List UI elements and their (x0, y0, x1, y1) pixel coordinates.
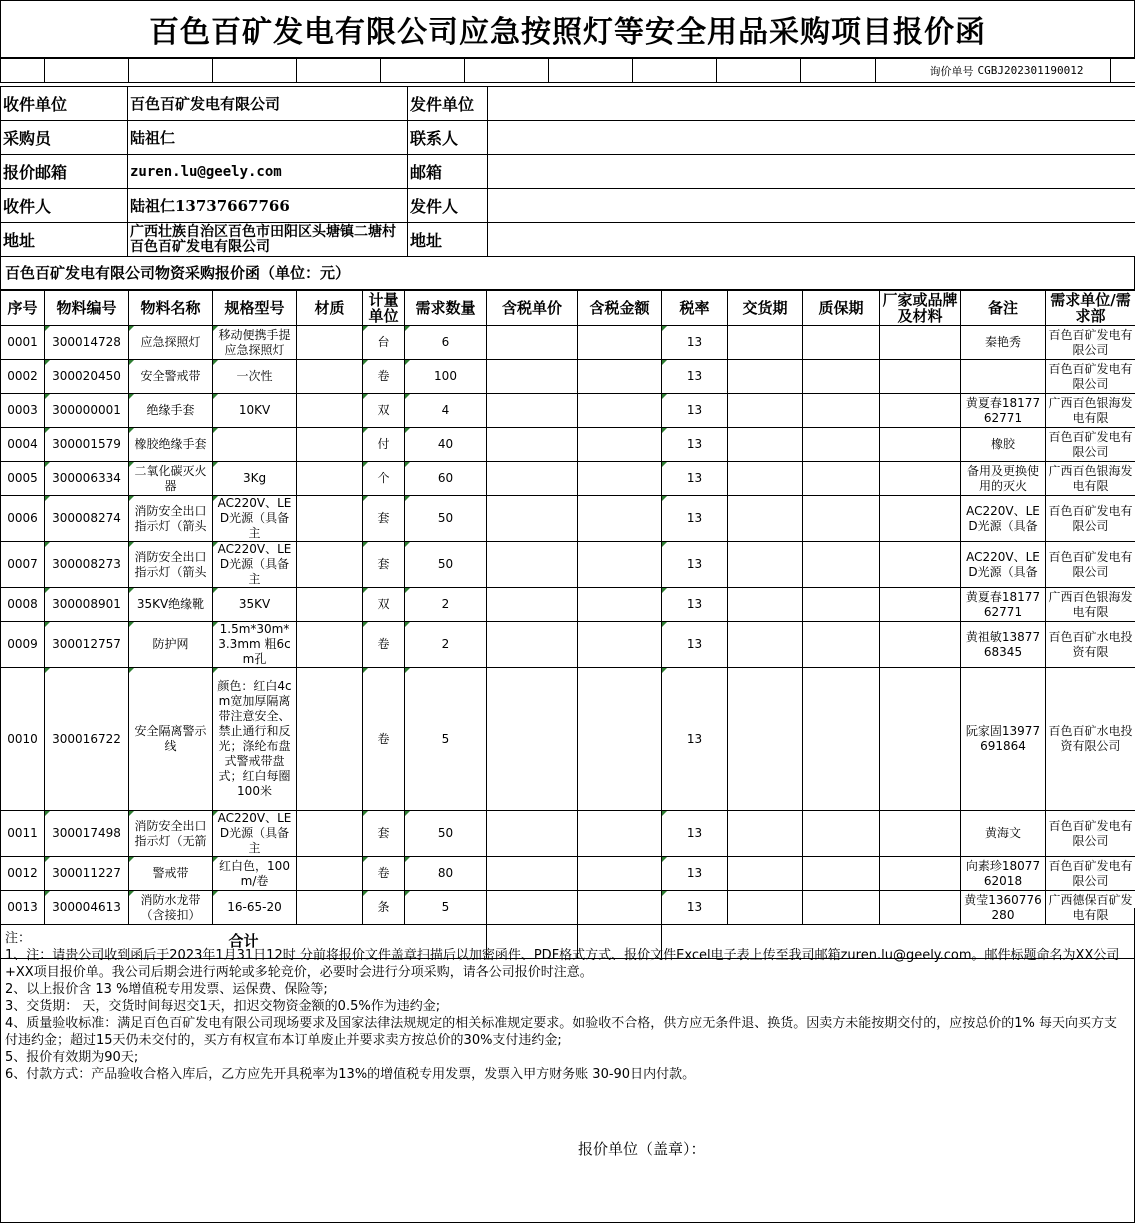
cell-empty[interactable] (728, 857, 803, 891)
cell-empty[interactable] (880, 668, 961, 811)
info-value-2 (488, 155, 1135, 189)
cell-code: 300014728 (45, 326, 129, 360)
cell-no: 0003 (1, 394, 45, 428)
cell-empty[interactable] (297, 394, 363, 428)
cell-empty[interactable] (880, 326, 961, 360)
cell-dept: 百色百矿发电有限公司 (1046, 428, 1135, 462)
cell-empty[interactable] (880, 394, 961, 428)
cell-spec: 10KV (213, 394, 297, 428)
cell-no: 0004 (1, 428, 45, 462)
cell-tax: 13 (662, 622, 728, 668)
cell-note: 备用及更换使用的灭火 (961, 462, 1046, 496)
cell-empty[interactable] (803, 622, 880, 668)
cell-qty: 5 (405, 891, 487, 925)
cell-empty[interactable] (728, 462, 803, 496)
column-header: 物料名称 (129, 291, 213, 326)
cell-empty[interactable] (728, 394, 803, 428)
cell-empty[interactable] (487, 462, 578, 496)
cell-qty: 60 (405, 462, 487, 496)
cell-empty[interactable] (803, 496, 880, 542)
cell-empty[interactable] (487, 542, 578, 588)
info-key-2: 邮箱 (408, 155, 488, 189)
cell-empty[interactable] (578, 857, 662, 891)
cell-no: 0010 (1, 668, 45, 811)
cell-empty[interactable] (728, 326, 803, 360)
cell-empty[interactable] (880, 588, 961, 622)
column-header: 规格型号 (213, 291, 297, 326)
table-row (1, 857, 1135, 891)
cell-spec: 移动便携手提应急探照灯 (213, 326, 297, 360)
cell-empty[interactable] (297, 622, 363, 668)
note-line: 5、报价有效期为90天; (5, 1050, 139, 1065)
table-row (1, 428, 1135, 462)
cell-empty[interactable] (487, 360, 578, 394)
cell-empty[interactable] (880, 811, 961, 857)
cell-dept: 广西德保百矿发电有限 (1046, 891, 1135, 925)
cell-unit: 个 (363, 462, 405, 496)
cell-code: 300004613 (45, 891, 129, 925)
cell-dept: 广西百色银海发电有限 (1046, 394, 1135, 428)
cell-unit: 卷 (363, 360, 405, 394)
info-key: 收件单位 (1, 87, 128, 121)
cell-empty[interactable] (578, 542, 662, 588)
info-key: 收件人 (1, 189, 128, 223)
column-header: 税率 (662, 291, 728, 326)
cell-empty[interactable] (803, 542, 880, 588)
cell-empty[interactable] (297, 542, 363, 588)
cell-empty[interactable] (487, 428, 578, 462)
cell-tax: 13 (662, 857, 728, 891)
cell-empty[interactable] (487, 622, 578, 668)
cell-empty[interactable] (578, 496, 662, 542)
info-key-2: 发件人 (408, 189, 488, 223)
cell-empty[interactable] (297, 668, 363, 811)
cell-tax: 13 (662, 360, 728, 394)
cell-qty: 2 (405, 622, 487, 668)
cell-unit: 付 (363, 428, 405, 462)
table-row (1, 462, 1135, 496)
cell-tax: 13 (662, 428, 728, 462)
cell-code: 300008273 (45, 542, 129, 588)
cell-empty[interactable] (728, 668, 803, 811)
cell-empty[interactable] (578, 428, 662, 462)
cell-qty: 80 (405, 857, 487, 891)
info-value: 陆祖仁 (128, 121, 408, 155)
cell-note: 黄夏春1817762771 (961, 394, 1046, 428)
cell-empty[interactable] (578, 360, 662, 394)
cell-empty[interactable] (728, 622, 803, 668)
cell-empty[interactable] (803, 668, 880, 811)
cell-qty: 5 (405, 668, 487, 811)
table-row (1, 326, 1135, 360)
cell-empty[interactable] (487, 394, 578, 428)
cell-empty[interactable] (728, 542, 803, 588)
info-value-2 (488, 223, 1135, 257)
info-value-2 (488, 189, 1135, 223)
note-line: 4、质量验收标准：满足百色百矿发电有限公司现场要求及国家法律法规规定的相关标准规定要求。如验收不合格，供方应无条件退、换货。因卖方未能按期交付的，应按总价的1% 每天向买方支付违约金；超过15天仍未交付的，买方有权宣布本订单废止并要求卖方按总价的30%支付违约金; (5, 1016, 1118, 1048)
cell-no: 0009 (1, 622, 45, 668)
cell-code: 300011227 (45, 857, 129, 891)
info-value: 百色百矿发电有限公司 (128, 87, 408, 121)
cell-name: 消防安全出口指示灯（无箭 (129, 811, 213, 857)
cell-empty[interactable] (803, 588, 880, 622)
notes (0, 908, 1135, 1223)
cell-no: 0013 (1, 891, 45, 925)
cell-code: 300012757 (45, 622, 129, 668)
cell-note: 阮家固13977691864 (961, 668, 1046, 811)
cell-code: 300000001 (45, 394, 129, 428)
cell-no: 0002 (1, 360, 45, 394)
items-header (1, 291, 1135, 326)
cell-unit: 双 (363, 394, 405, 428)
inquiry-number: CGBJ202301190012 (976, 59, 1111, 83)
cell-spec (213, 428, 297, 462)
cell-empty[interactable] (297, 360, 363, 394)
cell-name: 二氧化碳灭火器 (129, 462, 213, 496)
cell-empty[interactable] (487, 857, 578, 891)
info-value: zuren.lu@geely.com (128, 155, 408, 189)
cell-tax: 13 (662, 326, 728, 360)
cell-empty[interactable] (578, 622, 662, 668)
table-row (1, 360, 1135, 394)
cell-note: 黄祖敏1387768345 (961, 622, 1046, 668)
column-header: 需求单位/需求部 (1046, 291, 1135, 326)
page-title: 百色百矿发电有限公司应急按照灯等安全用品采购项目报价函 (0, 0, 1135, 58)
cell-dept: 广西百色银海发电有限 (1046, 588, 1135, 622)
cell-no: 0005 (1, 462, 45, 496)
column-header: 物料编号 (45, 291, 129, 326)
cell-note: 黄海文 (961, 811, 1046, 857)
cell-unit: 条 (363, 891, 405, 925)
cell-empty[interactable] (880, 857, 961, 891)
column-header: 需求数量 (405, 291, 487, 326)
cell-empty[interactable] (803, 360, 880, 394)
cell-no: 0006 (1, 496, 45, 542)
cell-no: 0011 (1, 811, 45, 857)
cell-tax: 13 (662, 891, 728, 925)
cell-tax: 13 (662, 811, 728, 857)
cell-empty[interactable] (578, 326, 662, 360)
cell-empty[interactable] (880, 496, 961, 542)
column-header: 交货期 (728, 291, 803, 326)
sign-label: 报价单位（盖章）： (578, 1140, 706, 1158)
info-key: 地址 (1, 223, 128, 257)
cell-empty[interactable] (880, 622, 961, 668)
cell-dept: 百色百矿发电有限公司 (1046, 360, 1135, 394)
cell-name: 警戒带 (129, 857, 213, 891)
cell-name: 防护网 (129, 622, 213, 668)
cell-qty: 100 (405, 360, 487, 394)
cell-empty[interactable] (728, 811, 803, 857)
cell-empty[interactable] (880, 542, 961, 588)
cell-empty[interactable] (803, 462, 880, 496)
cell-code: 300020450 (45, 360, 129, 394)
table-row (1, 496, 1135, 542)
cell-dept: 百色百矿水电投资有限公司 (1046, 668, 1135, 811)
cell-empty[interactable] (487, 811, 578, 857)
cell-code: 300001579 (45, 428, 129, 462)
cell-code: 300008901 (45, 588, 129, 622)
column-header: 计量单位 (363, 291, 405, 326)
table-row (1, 542, 1135, 588)
cell-name: 绝缘手套 (129, 394, 213, 428)
cell-note: 向素珍1807762018 (961, 857, 1046, 891)
cell-name: 应急探照灯 (129, 326, 213, 360)
items-table (0, 290, 1135, 959)
cell-empty[interactable] (297, 811, 363, 857)
cell-empty[interactable] (803, 428, 880, 462)
cell-spec: 红白色，100m/卷 (213, 857, 297, 891)
cell-empty[interactable] (297, 588, 363, 622)
cell-name: 消防安全出口指示灯（箭头 (129, 542, 213, 588)
cell-empty[interactable] (578, 394, 662, 428)
cell-empty[interactable] (487, 588, 578, 622)
cell-spec: 一次性 (213, 360, 297, 394)
cell-dept: 百色百矿发电有限公司 (1046, 326, 1135, 360)
cell-empty[interactable] (578, 462, 662, 496)
cell-spec: 16-65-20 (213, 891, 297, 925)
column-header: 序号 (1, 291, 45, 326)
cell-note: 秦艳秀 (961, 326, 1046, 360)
total-label: 合计 (1, 925, 487, 959)
column-header: 材质 (297, 291, 363, 326)
cell-tax: 13 (662, 668, 728, 811)
cell-code: 300017498 (45, 811, 129, 857)
cell-spec: AC220V、LED光源（具备主 (213, 542, 297, 588)
note-line: 3、交货期： 天，交货时间每迟交1天，扣迟交物资金额的0.5%作为违约金; (5, 999, 441, 1014)
cell-note: 黄夏春1817762771 (961, 588, 1046, 622)
cell-name: 消防水龙带（含接扣） (129, 891, 213, 925)
cell-spec: 3Kg (213, 462, 297, 496)
column-header: 备注 (961, 291, 1046, 326)
cell-empty[interactable] (728, 496, 803, 542)
cell-no: 0001 (1, 326, 45, 360)
cell-unit: 套 (363, 542, 405, 588)
cell-dept: 百色百矿发电有限公司 (1046, 496, 1135, 542)
cell-empty[interactable] (803, 394, 880, 428)
cell-empty[interactable] (578, 668, 662, 811)
cell-code: 300006334 (45, 462, 129, 496)
cell-empty[interactable] (297, 857, 363, 891)
info-value: 陆祖仁13737667766 (128, 189, 408, 223)
cell-dept: 百色百矿发电有限公司 (1046, 811, 1135, 857)
info-row (1, 121, 1135, 155)
info-key-2: 联系人 (408, 121, 488, 155)
info-row (1, 87, 1135, 121)
cell-qty: 6 (405, 326, 487, 360)
cell-code: 300016722 (45, 668, 129, 811)
table-row (1, 622, 1135, 668)
cell-note: 黄莹1360776280 (961, 891, 1046, 925)
cell-dept: 广西百色银海发电有限 (1046, 462, 1135, 496)
info-key-2: 发件单位 (408, 87, 488, 121)
inquiry-label: 询价单号 (876, 59, 976, 83)
cell-note: 橡胶 (961, 428, 1046, 462)
cell-name: 安全隔离警示线 (129, 668, 213, 811)
cell-empty[interactable] (880, 428, 961, 462)
cell-empty[interactable] (880, 462, 961, 496)
cell-unit: 套 (363, 496, 405, 542)
cell-tax: 13 (662, 462, 728, 496)
cell-qty: 50 (405, 811, 487, 857)
section-title: 百色百矿发电有限公司物资采购报价函（单位：元） (0, 256, 1135, 290)
info-row (1, 223, 1135, 257)
cell-qty: 4 (405, 394, 487, 428)
cell-unit: 卷 (363, 857, 405, 891)
info-key: 采购员 (1, 121, 128, 155)
info-value-2 (488, 87, 1135, 121)
cell-name: 安全警戒带 (129, 360, 213, 394)
table-row (1, 394, 1135, 428)
cell-note: AC220V、LED光源（具备 (961, 496, 1046, 542)
info-value-2 (488, 121, 1135, 155)
column-header: 厂家或品牌及材料 (880, 291, 961, 326)
cell-empty[interactable] (728, 588, 803, 622)
cell-unit: 卷 (363, 622, 405, 668)
cell-qty: 50 (405, 542, 487, 588)
cell-unit: 套 (363, 811, 405, 857)
column-header: 含税单价 (487, 291, 578, 326)
cell-empty[interactable] (803, 326, 880, 360)
cell-empty[interactable] (297, 326, 363, 360)
cell-code: 300008274 (45, 496, 129, 542)
cell-name: 35KV绝缘靴 (129, 588, 213, 622)
info-table (0, 86, 1135, 257)
cell-empty[interactable] (487, 496, 578, 542)
cell-tax: 13 (662, 496, 728, 542)
note-line: 注： (5, 931, 32, 946)
cell-name: 橡胶绝缘手套 (129, 428, 213, 462)
info-value: 广西壮族自治区百色市田阳区头塘镇二塘村百色百矿发电有限公司 (128, 223, 408, 257)
cell-no: 0012 (1, 857, 45, 891)
cell-empty[interactable] (803, 857, 880, 891)
cell-qty: 2 (405, 588, 487, 622)
cell-spec: AC220V、LED光源（具备主 (213, 811, 297, 857)
column-header: 质保期 (803, 291, 880, 326)
cell-empty[interactable] (578, 811, 662, 857)
cell-spec: 颜色：红白4cm宽加厚隔离带注意安全、禁止通行和反光；涤纶布盘式警戒带盘式；红白每圈100米 (213, 668, 297, 811)
cell-empty[interactable] (880, 360, 961, 394)
cell-spec: 1.5m*30m*3.3mm 粗6cm孔 (213, 622, 297, 668)
cell-unit: 双 (363, 588, 405, 622)
cell-no: 0008 (1, 588, 45, 622)
cell-empty[interactable] (297, 496, 363, 542)
cell-empty[interactable] (487, 326, 578, 360)
info-key-2: 地址 (408, 223, 488, 257)
table-row (1, 668, 1135, 811)
cell-empty[interactable] (297, 462, 363, 496)
cell-unit: 卷 (363, 668, 405, 811)
cell-dept: 百色百矿发电有限公司 (1046, 857, 1135, 891)
info-row (1, 189, 1135, 223)
cell-empty[interactable] (297, 428, 363, 462)
cell-note (961, 360, 1046, 394)
cell-empty[interactable] (578, 588, 662, 622)
cell-tax: 13 (662, 394, 728, 428)
cell-name: 消防安全出口指示灯（箭头 (129, 496, 213, 542)
cell-empty[interactable] (487, 668, 578, 811)
cell-spec: 35KV (213, 588, 297, 622)
cell-empty[interactable] (803, 811, 880, 857)
cell-spec: AC220V、LED光源（具备主 (213, 496, 297, 542)
table-row (1, 811, 1135, 857)
note-line: 2、以上报价含 13 %增值税专用发票、运保费、保险等; (5, 982, 328, 997)
cell-empty[interactable] (728, 360, 803, 394)
cell-tax: 13 (662, 542, 728, 588)
note-line: 1、注：请贵公司收到函后于2023年1月31日12时 分前将报价文件盖章扫描后以加密函件、PDF格式方式、报价文件Excel电子表上传至我司邮箱zuren.lu@geely.com。邮件标题命名为XX公司+XX项目报价单。我公司后期会进行两轮或多轮竞价，必要时会进行分项采购，请各公司报价时注意。 (5, 948, 1120, 980)
info-row (1, 155, 1135, 189)
cell-note: AC220V、LED光源（具备 (961, 542, 1046, 588)
cell-dept: 百色百矿发电有限公司 (1046, 542, 1135, 588)
cell-qty: 40 (405, 428, 487, 462)
cell-dept: 百色百矿水电投资有限 (1046, 622, 1135, 668)
note-line: 6、付款方式：产品验收合格入库后，乙方应先开具税率为13%的增值税专用发票，发票入甲方财务账 30-90日内付款。 (5, 1067, 696, 1082)
cell-qty: 50 (405, 496, 487, 542)
cell-empty[interactable] (728, 428, 803, 462)
cell-tax: 13 (662, 588, 728, 622)
cell-no: 0007 (1, 542, 45, 588)
inquiry-row (0, 58, 1135, 83)
cell-unit: 台 (363, 326, 405, 360)
info-key: 报价邮箱 (1, 155, 128, 189)
column-header: 含税金额 (578, 291, 662, 326)
table-row (1, 588, 1135, 622)
